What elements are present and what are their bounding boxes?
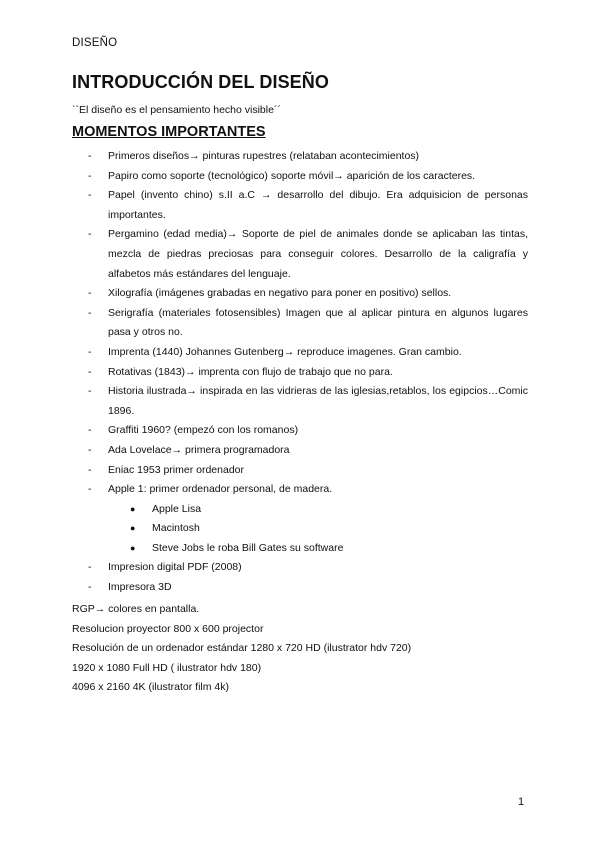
dash-marker: - [88,483,92,496]
dash-marker: - [88,424,92,437]
dash-marker: - [88,365,92,378]
list-item [88,304,528,343]
list-item [88,225,528,284]
list-item-text: Papel (invento chino) s.II a.C → desarrollo del dibujo. Era adquisicion de personas importantes. [108,189,528,221]
dash-marker: - [88,169,92,182]
moments-list [88,147,528,598]
list-item [88,147,528,167]
bullet-icon: ● [130,523,136,534]
list-item [88,480,528,558]
paragraph: 4096 x 2160 4K (ilustrator film 4k) [72,681,229,694]
apple-sublist [108,500,528,559]
list-item [88,461,528,481]
list-item [88,578,528,598]
list-item-text: Xilografía (imágenes grabadas en negativo para poner en positivo) sellos. [108,287,452,300]
list-item [88,441,528,461]
section-heading: MOMENTOS IMPORTANTES [72,124,266,140]
dash-marker: - [88,581,92,594]
dash-marker: - [88,443,92,456]
page-title: INTRODUCCIÓN DEL DISEÑO [72,72,329,92]
dash-marker: - [88,287,92,300]
bullet-icon: ● [130,503,136,514]
list-item-text: Graffiti 1960? (empezó con los romanos) [108,424,299,437]
page-header: DISEÑO [72,37,118,49]
list-item [88,363,528,383]
dash-marker: - [88,228,92,241]
paragraph: 1920 x 1080 Full HD ( ilustrator hdv 180) [72,661,262,674]
dash-marker: - [88,561,92,574]
dash-marker: - [88,189,92,202]
list-item [88,558,528,578]
list-item [88,167,528,187]
page-number: 1 [518,796,525,808]
sub-list-item-text: Macintosh [152,522,200,535]
list-item-text: Historia ilustrada→ inspirada en las vidrieras de las iglesias,retablos, los egipcios…Comic 1896. [108,385,528,417]
paragraph: Resolución de un ordenador estándar 1280 x 720 HD (ilustrator hdv 720) [72,642,412,655]
list-item-text: Pergamino (edad media)→ Soporte de piel de animales donde se aplicaban las tintas, mezcla de piedras preciosas para conseguir colores. Desarrollo de la caligrafía y alfabetos más estándares del lenguaje. [108,228,528,280]
list-item-text: Serigrafía (materiales fotosensibles) Imagen que al aplicar pintura en algunos lugares pasa y otros no. [108,306,528,339]
list-item-text: Eniac 1953 primer ordenador [108,463,244,476]
dash-marker: - [88,306,92,319]
bullet-icon: ● [130,542,136,553]
sub-list-item-text: Apple Lisa [152,502,202,515]
list-item [88,284,528,304]
list-item [88,186,528,225]
list-item-text: Impresora 3D [108,581,172,594]
list-item [88,343,528,363]
list-item-text: Primeros diseños→ pinturas rupestres (relataban acontecimientos) [108,150,420,162]
sub-list-item [128,500,528,520]
paragraph: RGP→ colores en pantalla. [72,603,200,615]
list-item [88,382,528,421]
list-item-text: Impresion digital PDF (2008) [108,561,242,574]
list-item-text: Ada Lovelace→ primera programadora [108,443,290,456]
dash-marker: - [88,345,92,358]
sub-list-item [128,539,528,559]
dash-marker: - [88,385,92,398]
list-item-text: Imprenta (1440) Johannes Gutenberg→ reproduce imagenes. Gran cambio. [108,345,462,358]
sub-list-item-text: Steve Jobs le roba Bill Gates su software [152,541,344,554]
list-item [88,421,528,441]
list-item-text: Rotativas (1843)→ imprenta con flujo de trabajo que no para. [108,365,393,378]
list-item-text: Papiro como soporte (tecnológico) soporte móvil→ aparición de los caracteres. [108,169,476,182]
dash-marker: - [88,463,92,476]
paragraph: Resolucion proyector 800 x 600 projector [72,622,264,635]
resolution-notes [72,600,411,698]
quote: ``El diseño es el pensamiento hecho visible´´ [72,104,281,116]
sub-list-item [128,519,528,539]
list-item-text: Apple 1: primer ordenador personal, de madera. [108,483,333,496]
dash-marker: - [88,150,92,162]
